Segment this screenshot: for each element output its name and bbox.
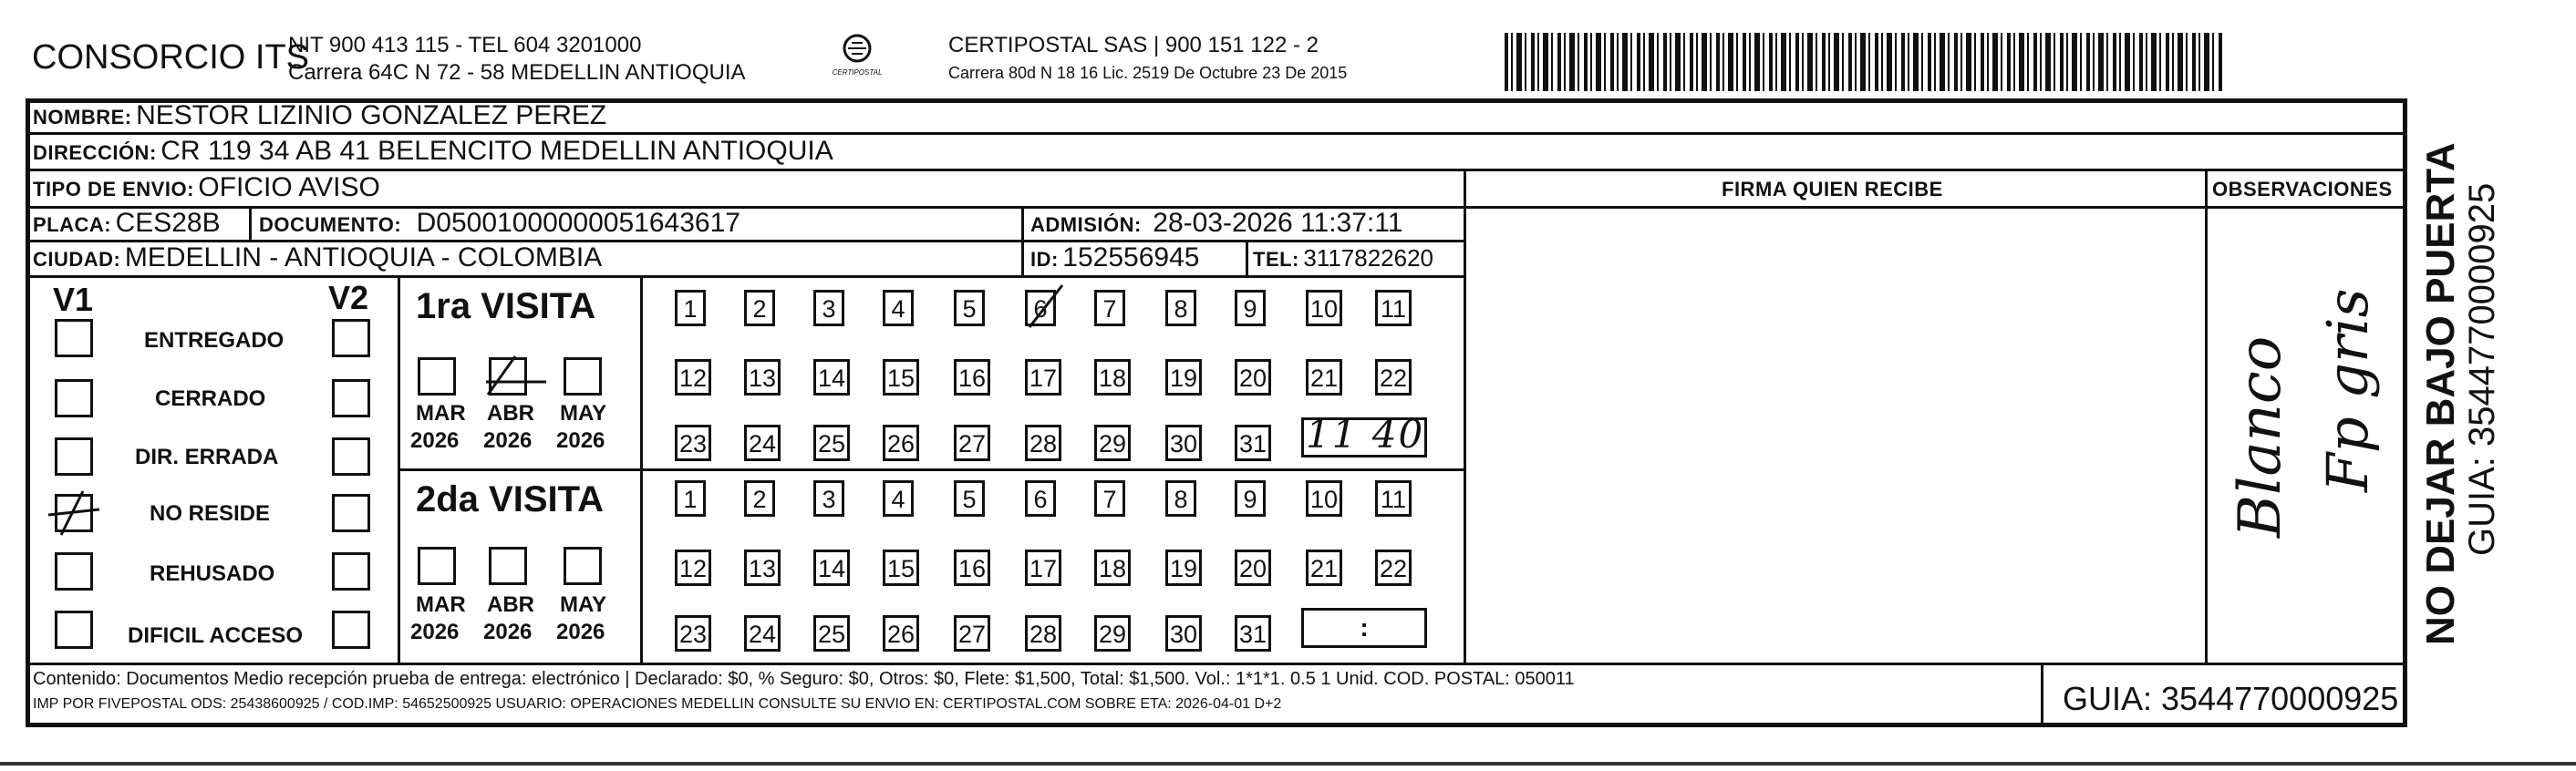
visit1-day-19[interactable]: 19 — [1165, 359, 1202, 396]
v1-entregado-checkbox[interactable] — [55, 319, 93, 357]
visit1-day-14[interactable]: 14 — [813, 359, 850, 396]
barcode — [1505, 33, 2225, 91]
visit2-mar-checkbox[interactable] — [418, 547, 456, 585]
visit1-day-10[interactable]: 10 — [1306, 290, 1342, 326]
visit1-day-28[interactable]: 28 — [1025, 425, 1061, 461]
visit2-day-22[interactable]: 22 — [1375, 550, 1412, 586]
visit2-day-5[interactable]: 5 — [954, 480, 985, 517]
visit1-day-31[interactable]: 31 — [1235, 425, 1271, 461]
visit2-day-24[interactable]: 24 — [744, 615, 781, 652]
firma-header: FIRMA QUIEN RECIBE — [1722, 178, 1943, 200]
status-no-reside: NO RESIDE — [150, 501, 271, 526]
visit2-day-15[interactable]: 15 — [883, 550, 919, 586]
tel-row — [1253, 244, 1433, 272]
ciudad-label: CIUDAD: — [33, 248, 121, 271]
visit2-day-8[interactable]: 8 — [1165, 480, 1196, 517]
courier-line: CERTIPOSTAL SAS | 900 151 122 - 2 — [948, 33, 1319, 57]
visit2-day-11[interactable]: 11 — [1375, 480, 1412, 517]
check-mark-icon — [47, 486, 101, 540]
admision-label: ADMISIÓN: — [1030, 213, 1142, 236]
visit2-year-mar: 2026 — [410, 620, 460, 644]
visit1-year-abr: 2026 — [483, 428, 533, 453]
visit2-day-10[interactable]: 10 — [1306, 480, 1342, 517]
v2-rehusado-checkbox[interactable] — [332, 552, 370, 591]
visit2-day-25[interactable]: 25 — [813, 615, 850, 652]
observaciones-header: OBSERVACIONES — [2212, 178, 2393, 200]
visit1-day-3[interactable]: 3 — [813, 290, 844, 326]
admision-row — [1030, 208, 1402, 239]
visit2-month-mar: MAR — [416, 592, 466, 617]
row-divider — [26, 275, 1466, 278]
v2-label: V2 — [328, 279, 369, 316]
nombre-value: NESTOR LIZINIO GONZALEZ PEREZ — [136, 100, 607, 130]
visit2-year-abr: 2026 — [483, 620, 533, 644]
v1-cerrado-checkbox[interactable] — [55, 379, 93, 417]
direccion-label: DIRECCIÓN: — [33, 141, 157, 164]
visit2-time: : — [1360, 613, 1369, 642]
visit1-day-22[interactable]: 22 — [1375, 359, 1412, 396]
visit1-time: 11 40 — [1306, 412, 1425, 457]
visit2-day-30[interactable]: 30 — [1165, 615, 1202, 652]
visit2-month-may: MAY — [560, 592, 607, 617]
visit1-day-26[interactable]: 26 — [883, 425, 919, 461]
visit1-day-23[interactable]: 23 — [675, 425, 711, 461]
v1-dificil-acceso-checkbox[interactable] — [55, 611, 93, 649]
v2-dificil-acceso-checkbox[interactable] — [332, 611, 370, 649]
obs-handwritten-gris: Fp gris — [2314, 288, 2381, 492]
certipostal-logo — [825, 33, 889, 87]
id-row — [1030, 242, 1199, 273]
v1-rehusado-checkbox[interactable] — [55, 552, 93, 591]
visit1-day-27[interactable]: 27 — [954, 425, 990, 461]
visit2-abr-checkbox[interactable] — [489, 547, 527, 585]
visit1-day-16[interactable]: 16 — [954, 359, 990, 396]
visit2-day-9[interactable]: 9 — [1235, 480, 1266, 517]
visit1-year-may: 2026 — [556, 428, 605, 453]
visit2-day-13[interactable]: 13 — [744, 550, 781, 586]
ciudad-value: MEDELLIN - ANTIOQUIA - COLOMBIA — [124, 242, 603, 272]
footer-contenido: Contenido: Documentos Medio recepción prueba de entrega: electrónico | Declarado: $0, % Seguro: $0, Otros: $0, Flete: $1,500, Total: $1,500. Vol.: 1*1*1. 0.5 1 Unid. COD. POSTAL: 050011 — [33, 669, 1575, 689]
status-cerrado: CERRADO — [155, 386, 266, 411]
visit1-day-25[interactable]: 25 — [813, 425, 850, 461]
visit1-day-12[interactable]: 12 — [675, 359, 711, 396]
company-address: Carrera 64C N 72 - 58 MEDELLIN ANTIOQUIA — [288, 60, 746, 85]
visit1-day-6[interactable]: 6 — [1025, 290, 1056, 326]
visit2-title: 2da VISITA — [416, 479, 604, 519]
firma-divider — [1464, 169, 1466, 663]
status-dificil-acceso: DIFICIL ACCESO — [128, 623, 304, 648]
visit1-day-8[interactable]: 8 — [1165, 290, 1196, 326]
page-bottom-line — [0, 762, 2576, 766]
visit2-day-28[interactable]: 28 — [1025, 615, 1061, 652]
side-guia: GUIA: 3544770000925 — [2462, 182, 2502, 556]
visit1-year-mar: 2026 — [410, 428, 460, 453]
company-name: CONSORCIO ITS — [32, 38, 310, 77]
visit2-day-21[interactable]: 21 — [1306, 550, 1342, 586]
visit2-month-abr: ABR — [487, 592, 534, 617]
v2-dir-errada-checkbox[interactable] — [332, 437, 370, 476]
visit2-day-3[interactable]: 3 — [813, 480, 844, 517]
nit-line: NIT 900 413 115 - TEL 604 3201000 — [288, 33, 642, 57]
visit2-day-31[interactable]: 31 — [1235, 615, 1271, 652]
direccion-row — [33, 136, 833, 167]
obs-divider — [2205, 169, 2208, 663]
tel-divider — [1246, 240, 1248, 275]
visit2-day-18[interactable]: 18 — [1094, 550, 1131, 586]
tipo-value: OFICIO AVISO — [198, 172, 380, 202]
visit2-day-7[interactable]: 7 — [1094, 480, 1125, 517]
status-entregado: ENTREGADO — [144, 328, 284, 353]
visit2-day-29[interactable]: 29 — [1094, 615, 1131, 652]
admision-value: 28-03-2026 11:37:11 — [1153, 208, 1403, 238]
visit1-day-15[interactable]: 15 — [883, 359, 919, 396]
documento-value: D05001000000051643617 — [416, 208, 740, 238]
visit1-month-may: MAY — [560, 401, 607, 426]
visit1-day-30[interactable]: 30 — [1165, 425, 1202, 461]
status-dir-errada: DIR. ERRADA — [135, 445, 279, 469]
visit1-day-13[interactable]: 13 — [744, 359, 781, 396]
visit1-month-abr: ABR — [487, 401, 534, 426]
check-mark-icon — [484, 355, 548, 396]
visit1-day-17[interactable]: 17 — [1025, 359, 1061, 396]
visit1-abr-checkbox[interactable] — [489, 357, 527, 396]
logo-icon — [839, 33, 875, 64]
visit1-day-21[interactable]: 21 — [1306, 359, 1342, 396]
visit2-day-16[interactable]: 16 — [954, 550, 990, 586]
footer-guia-divider — [2041, 663, 2043, 726]
visit2-time-box[interactable] — [1301, 608, 1427, 648]
status-rehusado: REHUSADO — [150, 561, 275, 586]
v1-label: V1 — [53, 281, 94, 318]
visit-divider — [398, 468, 1466, 471]
v1-dir-errada-checkbox[interactable] — [55, 437, 93, 476]
direccion-value: CR 119 34 AB 41 BELENCITO MEDELLIN ANTIOQUIA — [160, 136, 833, 166]
form-frame — [26, 98, 2407, 727]
visit2-day-12[interactable]: 12 — [675, 550, 711, 586]
visit1-month-mar: MAR — [416, 401, 466, 426]
placa-divider — [249, 206, 252, 240]
visit1-day-4[interactable]: 4 — [883, 290, 914, 326]
visit1-may-checkbox[interactable] — [564, 357, 602, 396]
visit1-day-7[interactable]: 7 — [1094, 290, 1125, 326]
v2-no-reside-checkbox[interactable] — [332, 494, 370, 532]
footer-imp: IMP POR FIVEPOSTAL ODS: 25438600925 / COD.IMP: 54652500925 USUARIO: OPERACIONES MEDELLIN CONSULTE SU ENVIO EN: CERTIPOSTAL.COM SOBRE ETA: 2026-04-01 D+2 — [33, 696, 1282, 712]
ciudad-row — [33, 242, 602, 273]
visit2-day-20[interactable]: 20 — [1235, 550, 1271, 586]
placa-row — [33, 208, 221, 239]
documento-label: DOCUMENTO: — [259, 213, 402, 236]
obs-handwritten-blanco: Blanco — [2227, 335, 2294, 538]
visit1-day-24[interactable]: 24 — [744, 425, 781, 461]
visit2-day-14[interactable]: 14 — [813, 550, 850, 586]
visit2-may-checkbox[interactable] — [564, 547, 602, 585]
visit1-day-5[interactable]: 5 — [954, 290, 985, 326]
visit2-day-26[interactable]: 26 — [883, 615, 919, 652]
visit2-day-1[interactable]: 1 — [675, 480, 706, 517]
visit2-year-may: 2026 — [556, 620, 605, 644]
visit2-day-27[interactable]: 27 — [954, 615, 990, 652]
v2-entregado-checkbox[interactable] — [332, 319, 370, 357]
no-dejar-warning: NO DEJAR BAJO PUERTA — [2418, 142, 2463, 645]
visit1-day-18[interactable]: 18 — [1094, 359, 1131, 396]
visit1-day-29[interactable]: 29 — [1094, 425, 1131, 461]
visit1-day-9[interactable]: 9 — [1235, 290, 1266, 326]
footer-divider — [26, 663, 2407, 665]
tel-value: 3117822620 — [1303, 244, 1434, 272]
logo-text: CERTIPOSTAL — [832, 68, 883, 77]
tipo-label: TIPO DE ENVIO: — [33, 178, 194, 200]
tel-label: TEL: — [1253, 248, 1299, 271]
id-label: ID: — [1030, 248, 1059, 271]
visit2-day-17[interactable]: 17 — [1025, 550, 1061, 586]
nombre-row — [33, 100, 606, 131]
col-header-line — [1464, 206, 2407, 209]
visit1-day-20[interactable]: 20 — [1235, 359, 1271, 396]
nombre-label: NOMBRE: — [33, 106, 132, 128]
row-divider — [26, 169, 2407, 171]
visit1-day-2[interactable]: 2 — [744, 290, 775, 326]
v1-no-reside-checkbox[interactable] — [55, 494, 93, 532]
footer-guia: GUIA: 3544770000925 — [2063, 680, 2399, 717]
visit1-day-1[interactable]: 1 — [675, 290, 706, 326]
placa-label: PLACA: — [33, 213, 112, 236]
courier-sub: Carrera 80d N 18 16 Lic. 2519 De Octubre 23 De 2015 — [948, 64, 1348, 82]
visit2-day-6[interactable]: 6 — [1025, 480, 1056, 517]
visit2-day-4[interactable]: 4 — [883, 480, 914, 517]
id-value: 152556945 — [1062, 242, 1200, 272]
visit2-day-19[interactable]: 19 — [1165, 550, 1202, 586]
placa-value: CES28B — [115, 208, 221, 238]
visit1-title: 1ra VISITA — [416, 286, 596, 326]
v2-cerrado-checkbox[interactable] — [332, 379, 370, 417]
row-divider — [26, 132, 2407, 135]
visit2-day-2[interactable]: 2 — [744, 480, 775, 517]
admision-divider — [1021, 206, 1024, 275]
visit1-mar-checkbox[interactable] — [418, 357, 456, 396]
documento-row — [259, 208, 740, 239]
visit1-day-11[interactable]: 11 — [1375, 290, 1412, 326]
tipo-row — [33, 172, 380, 203]
visit2-day-23[interactable]: 23 — [675, 615, 711, 652]
check-mark-icon — [1022, 283, 1068, 329]
